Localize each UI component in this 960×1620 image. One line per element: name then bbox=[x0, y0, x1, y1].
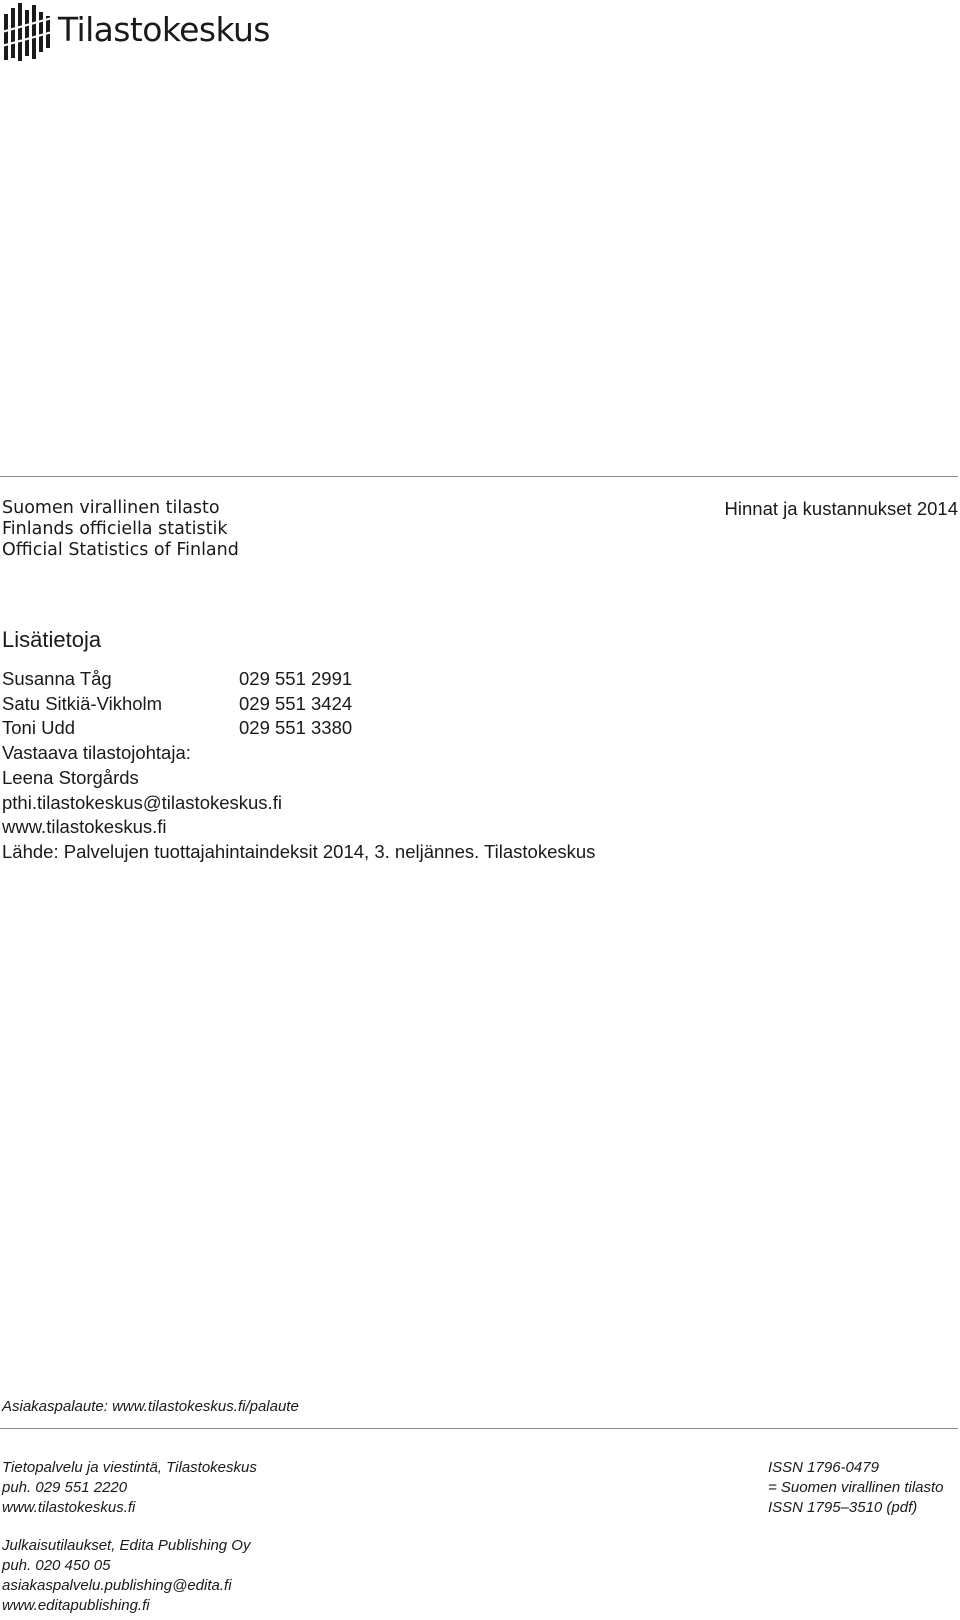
logo-wordmark: Tilastokeskus bbox=[58, 10, 270, 49]
tilastokeskus-logo bbox=[2, 2, 272, 66]
contact-row bbox=[2, 716, 595, 741]
contact-list bbox=[2, 667, 595, 865]
source-line: Lähde: Palvelujen tuottajahintaindeksit 2014, 3. neljännes. Tilastokeskus bbox=[2, 840, 596, 862]
official-statistics-block bbox=[2, 498, 239, 561]
contact-row bbox=[2, 692, 595, 717]
contact-email-link[interactable]: pthi.tilastokeskus@tilastokeskus.fi bbox=[2, 791, 282, 813]
logo-mark-icon bbox=[2, 2, 52, 64]
contact-name: Susanna Tåg bbox=[2, 668, 112, 689]
contact-name: Toni Udd bbox=[2, 717, 76, 739]
issn-block bbox=[768, 1458, 944, 1518]
footer-website-link[interactable]: www.tilastokeskus.fi bbox=[2, 1499, 136, 1516]
official-statistics-fi: Suomen virallinen tilasto bbox=[2, 498, 220, 518]
contact-phone: 029 551 3424 bbox=[239, 692, 353, 714]
contact-name: Satu Sitkiä-Vikholm bbox=[2, 692, 163, 714]
official-statistics-sv: Finlands officiella statistik bbox=[2, 519, 228, 539]
footer-divider bbox=[0, 1428, 958, 1429]
issn-pdf: ISSN 1795–3510 (pdf) bbox=[768, 1499, 918, 1516]
publisher-block bbox=[2, 1536, 250, 1616]
header-divider bbox=[0, 476, 958, 477]
responsible-director-name: Leena Storgårds bbox=[2, 766, 139, 788]
footer-contact-block bbox=[2, 1458, 257, 1518]
footer-phone: puh. 029 551 2220 bbox=[2, 1479, 128, 1496]
issn-series-note: = Suomen virallinen tilasto bbox=[768, 1479, 944, 1496]
series-title: Hinnat ja kustannukset 2014 bbox=[724, 498, 958, 519]
publisher-name: Julkaisutilaukset, Edita Publishing Oy bbox=[2, 1537, 251, 1554]
footer-org: Tietopalvelu ja viestintä, Tilastokeskus bbox=[2, 1459, 257, 1476]
contact-phone: 029 551 3380 bbox=[239, 717, 353, 739]
feedback-link[interactable]: Asiakaspalaute: www.tilastokeskus.fi/palaute bbox=[2, 1398, 299, 1415]
contact-phone: 029 551 2991 bbox=[239, 668, 353, 689]
official-statistics-en: Official Statistics of Finland bbox=[2, 540, 239, 560]
publisher-email-link[interactable]: asiakaspalvelu.publishing@edita.fi bbox=[2, 1577, 232, 1594]
responsible-director-label: Vastaava tilastojohtaja: bbox=[2, 742, 191, 764]
issn-print: ISSN 1796-0479 bbox=[768, 1459, 879, 1476]
publisher-website-link[interactable]: www.editapublishing.fi bbox=[2, 1597, 150, 1614]
contact-row bbox=[2, 667, 595, 692]
info-title: Lisätietoja bbox=[2, 627, 102, 652]
website-link[interactable]: www.tilastokeskus.fi bbox=[2, 816, 167, 838]
publisher-phone: puh. 020 450 05 bbox=[2, 1557, 111, 1574]
